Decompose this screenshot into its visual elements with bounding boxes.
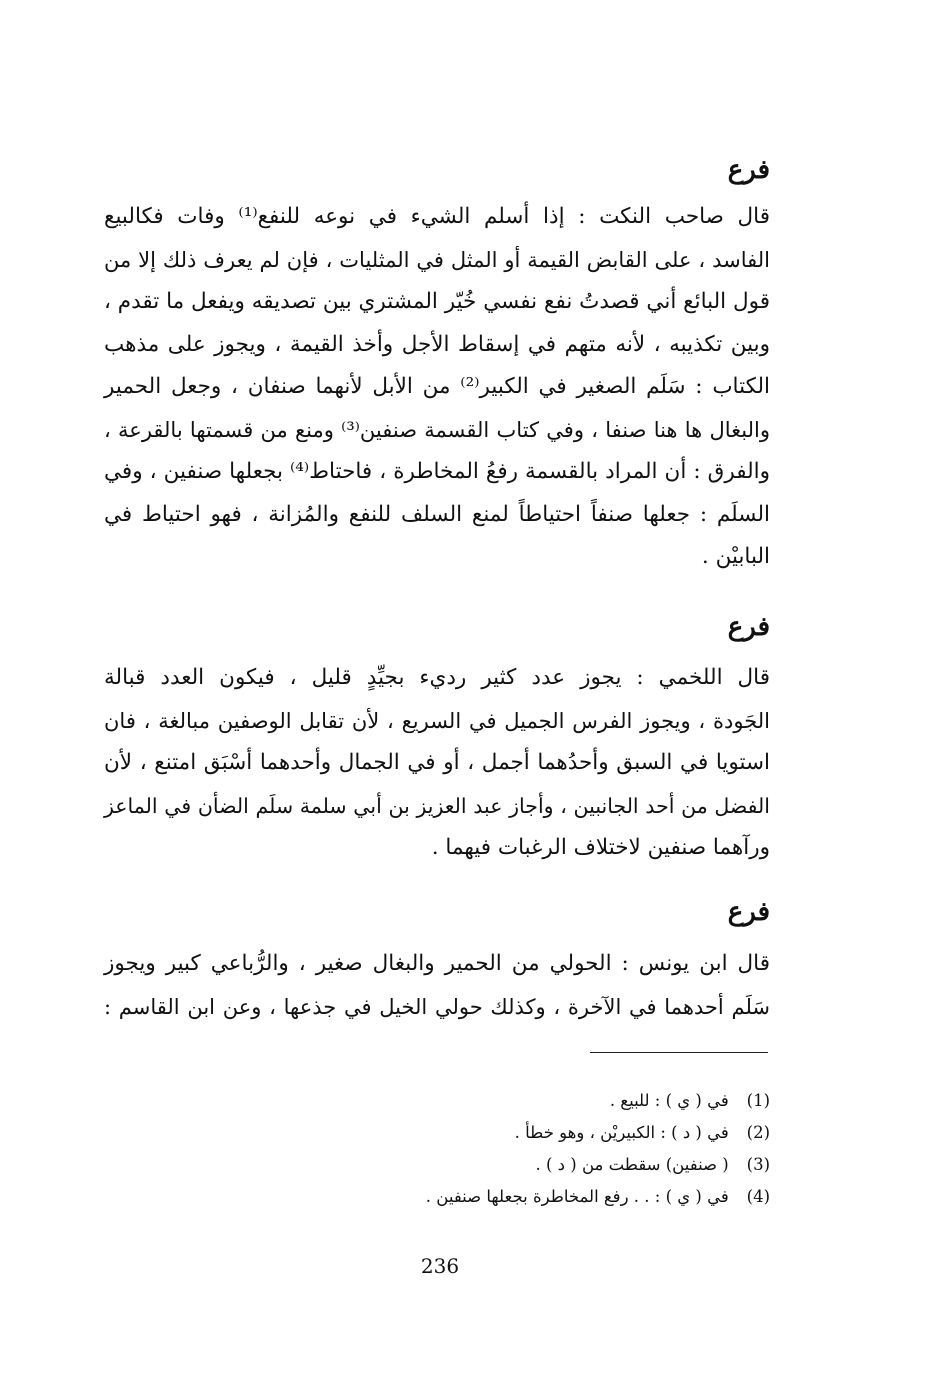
footnote-text: في ( ي ) : للبيع .	[609, 1091, 729, 1110]
text-line: البابيْن .	[701, 544, 770, 569]
footnote-text: في ( ي ) : . . رفع المخاطرة بجعلها صنفين .	[425, 1187, 729, 1206]
footnote-number: (2)	[746, 1123, 770, 1142]
text-line: والفرق : أن المراد بالقسمة رفعُ المخاطرة ، فاحتاط⁽⁴⁾ بجعلها صنفين ، وفي	[104, 459, 770, 484]
paragraph	[104, 196, 770, 579]
footnote-divider	[590, 1052, 768, 1053]
footnote	[380, 1149, 770, 1181]
footnote-number: (1)	[746, 1091, 770, 1110]
text-line: والبغال ها هنا صنفا ، وفي كتاب القسمة صنفين⁽³⁾ ومنع من قسمتها بالقرعة ،	[104, 417, 770, 442]
section-heading: فرع	[727, 897, 770, 927]
footnote	[380, 1117, 770, 1149]
footnote	[380, 1181, 770, 1213]
text-line: وبين تكذيبه ، لأنه متهم في إسقاط الأجل وأخذ القيمة ، ويجوز على مذهب	[104, 331, 770, 357]
text-line: السلَم : جعلها صنفاً احتياطاً لمنع السلف للنفع والمُزانة ، فهو احتياط في	[104, 501, 770, 527]
text-line: قال صاحب النكت : إذا أسلم الشيء في نوعه للنفع⁽¹⁾ وفات فكالبيع	[104, 204, 770, 229]
text-line: الفاسد ، على القابض القيمة أو المثل في المثليات ، فإن لم يعرف ذلك إلا من	[104, 247, 770, 272]
text-line: قال ابن يونس : الحولي من الحمير والبغال صغير ، والرُّباعي كبير ويجوز	[104, 951, 770, 976]
text-line: قال اللخمي : يجوز عدد كثير رديء بجيِّدٍ قليل ، فيكون العدد قبالة	[104, 665, 770, 690]
paragraph	[104, 943, 770, 1028]
footnote	[380, 1085, 770, 1117]
text-line: ورآهما صنفين لاختلاف الرغبات فيهما .	[431, 835, 770, 860]
text-line: الجَودة ، ويجوز الفرس الجميل في السريع ، لأن تقابل الوصفين مبالغة ، فان	[104, 708, 770, 733]
text-line: الكتاب : سَلَم الصغير في الكبير⁽²⁾ من الأبل لأنهما صنفان ، وجعل الحمير	[104, 374, 770, 399]
footnote-number: (3)	[746, 1155, 770, 1174]
footnote-number: (4)	[746, 1187, 770, 1206]
section-heading: فرع	[727, 612, 770, 642]
footnote-text: ( صنفين) سقطت من ( د ) .	[535, 1155, 729, 1174]
page-number: 236	[420, 1254, 460, 1278]
text-line: قول البائع أني قصدتُ نفع نفسي خُيّر المشتري بين تصديقه ويفعل ما تقدم ،	[104, 289, 770, 314]
text-line: سَلَم أحدهما في الآخرة ، وكذلك حولي الخيل في جذعها ، وعن ابن القاسم :	[104, 994, 770, 1019]
text-line: الفضل من أحد الجانبين ، وأجاز عبد العزيز بن أبي سلمة سلَم الضأن في الماعز	[104, 793, 770, 818]
text-line: استويا في السبق وأحدُهما أجمل ، أو في الجمال وأحدهما أسْبَق امتنع ، لأن	[104, 750, 770, 775]
section-heading: فرع	[727, 155, 770, 185]
footnote-text: في ( د ) : الكبيريْن ، وهو خطأ .	[514, 1123, 729, 1142]
footnotes	[380, 1085, 770, 1213]
paragraph	[104, 657, 770, 870]
